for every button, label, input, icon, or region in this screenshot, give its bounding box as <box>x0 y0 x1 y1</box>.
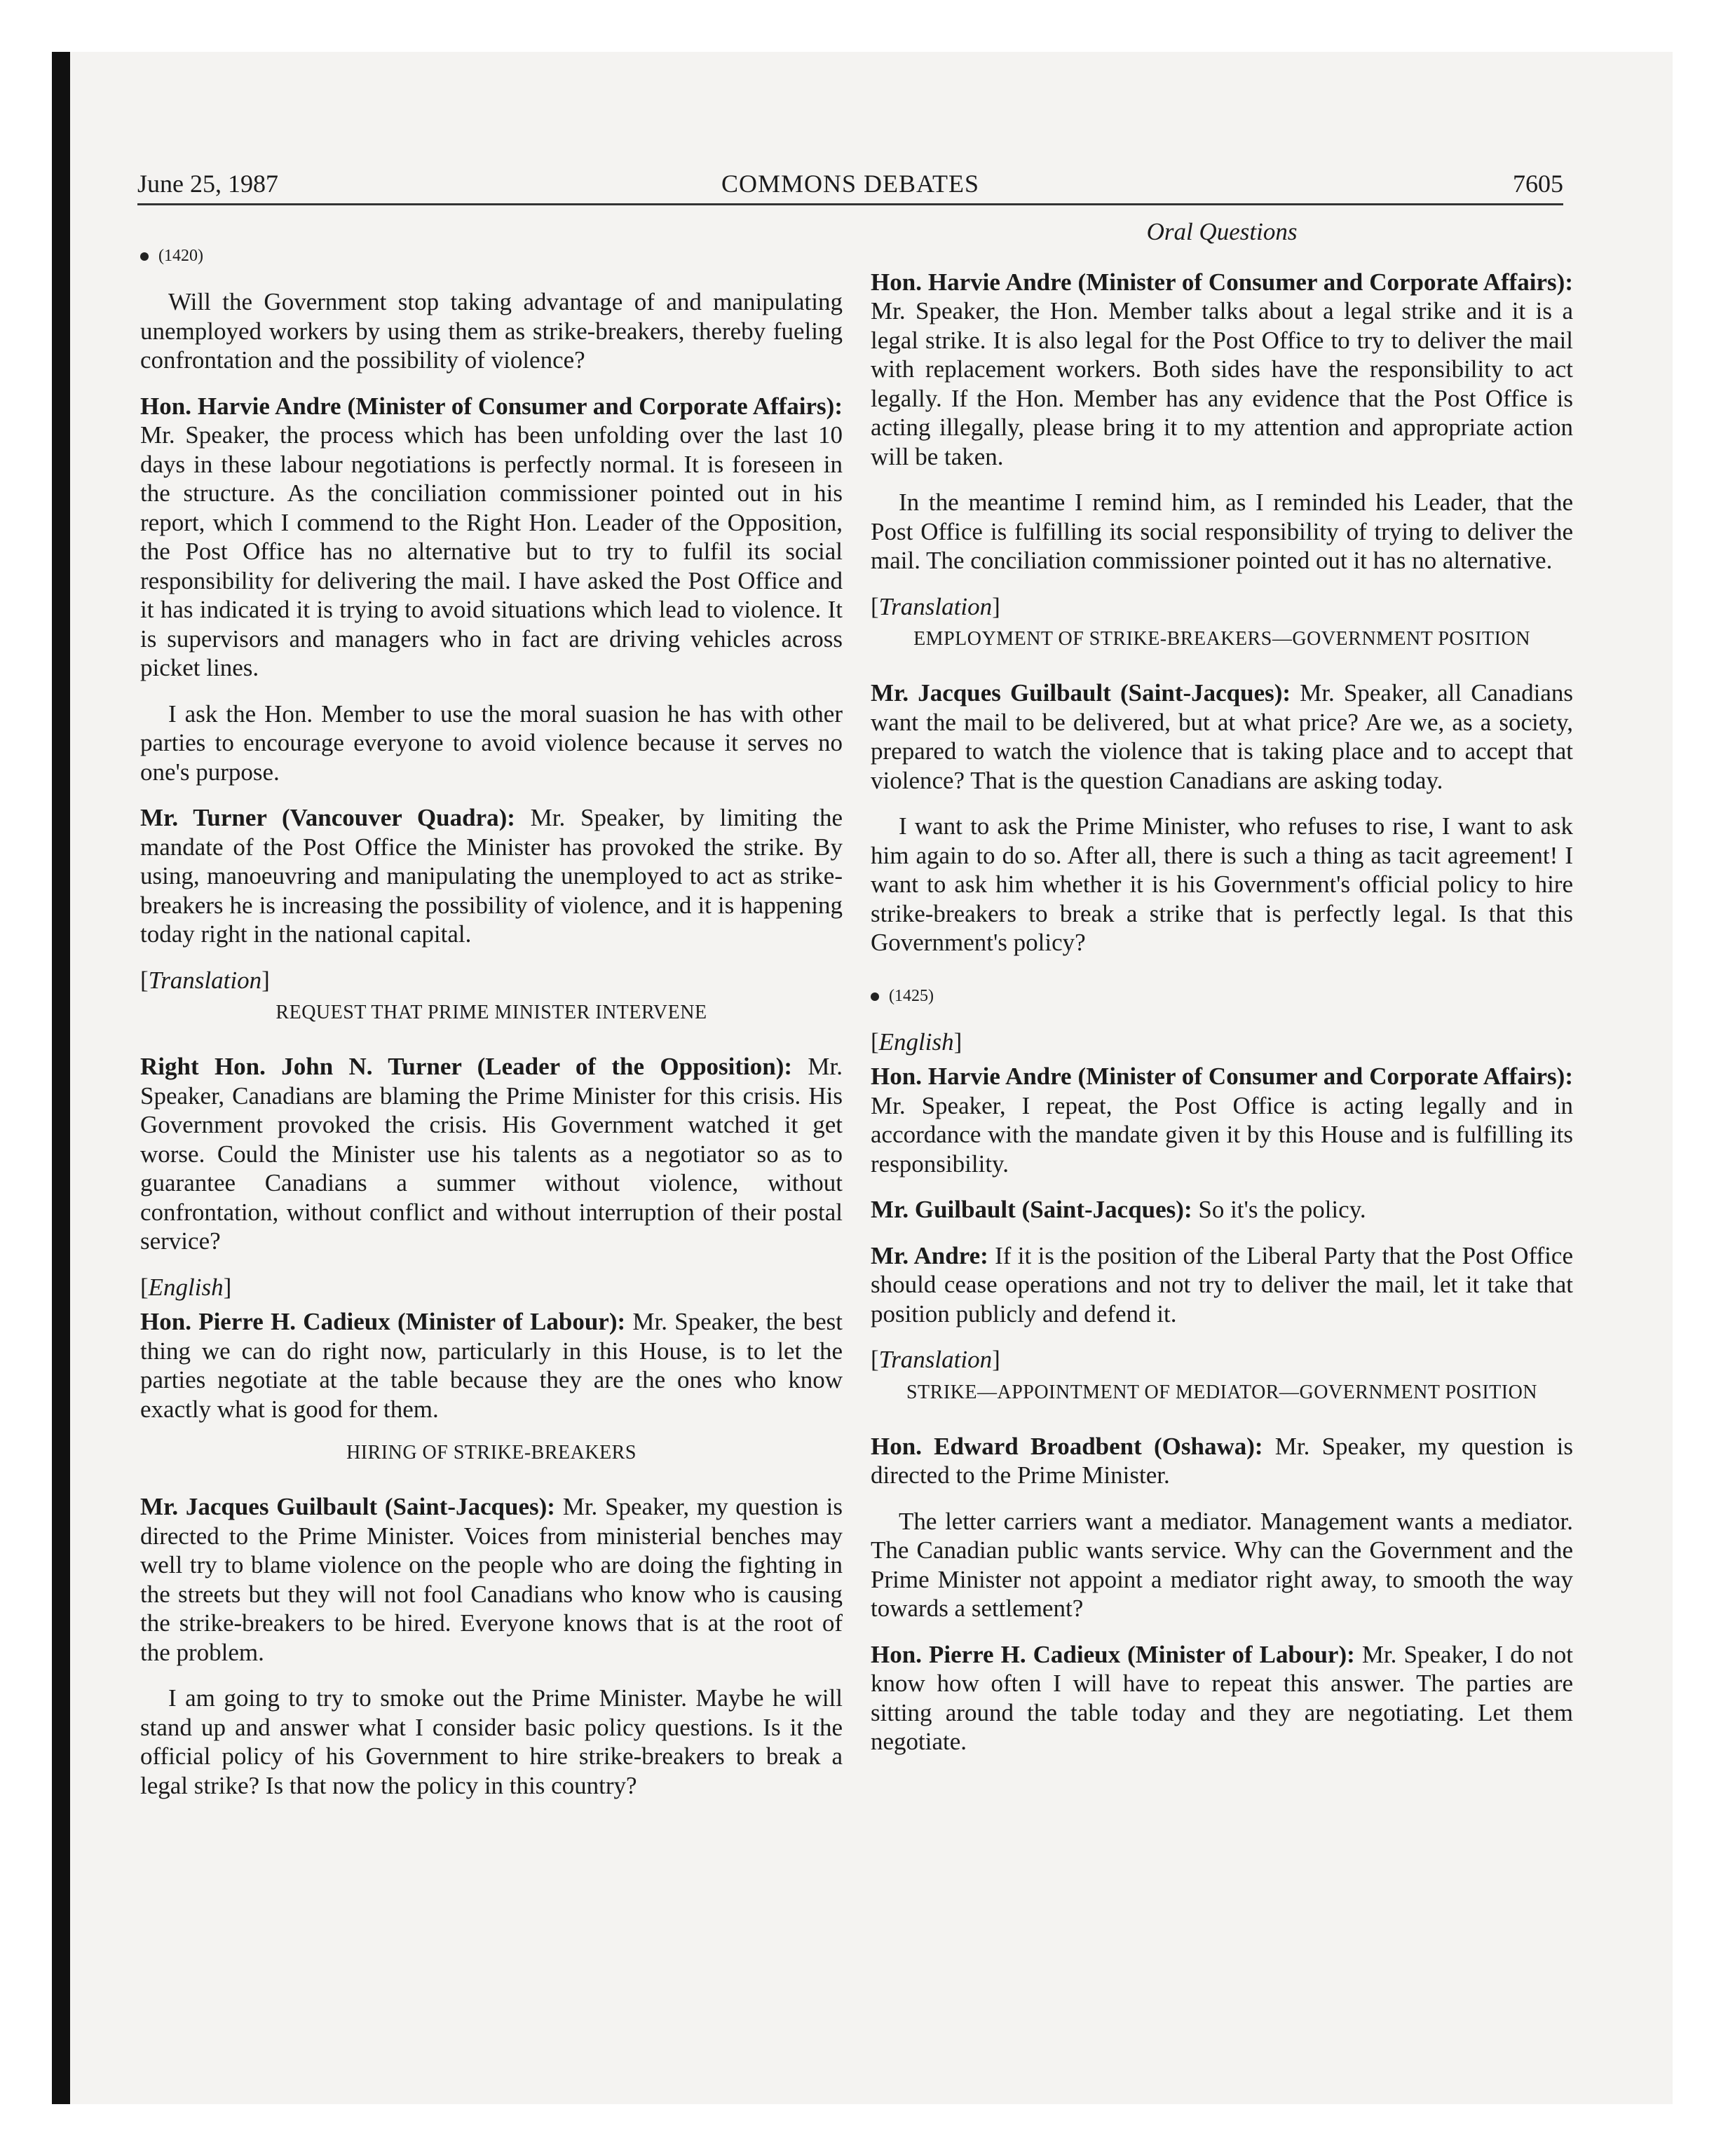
speech-text: Mr. Speaker, the Hon. Member talks about a legal strike and it is a legal strike. It is also legal for the Post Office to try to deliver the mail with replacement workers. Both sides have the responsibility to act legally. If the Hon. Member has any evidence that the Post Office is acting illegally, please bring it to my attention and appropriate action will be taken. <box>871 297 1573 470</box>
speech <box>871 1241 1573 1329</box>
time-marker: (1425) <box>871 985 1573 1007</box>
scan-edge <box>52 52 70 2104</box>
section-heading: EMPLOYMENT OF STRIKE-BREAKERS—GOVERNMENT POSITION <box>913 628 1530 650</box>
speaker-name: Mr. Jacques Guilbault (Saint-Jacques): <box>871 679 1291 707</box>
speech <box>140 1052 843 1256</box>
speech-text: Mr. Speaker, I repeat, the Post Office is acting legally and in accordance with the mandate given it by this House and is fulfilling its responsibility. <box>871 1091 1573 1178</box>
section-heading: HIRING OF STRIKE-BREAKERS <box>346 1442 637 1464</box>
speech-text: Mr. Speaker, all Canadians want the mail to be delivered, but at what price? Are we, as a society, prepared to watch the violence that is taking place and to accept that violence? That is the question Canadians are asking today. <box>871 679 1573 794</box>
paragraph: I want to ask the Prime Minister, who refuses to rise, I want to ask him again to do so. After all, there is such a thing as tacit agreement! I want to ask him whether it is his Government's official policy to hire strike-breakers to break a strike that is perfectly legal. Is that this Government's policy? <box>871 812 1573 956</box>
speaker-name: Hon. Harvie Andre (Minister of Consumer and Corporate Affairs): <box>871 1063 1573 1090</box>
speaker-name: Mr. Guilbault (Saint-Jacques): <box>871 1196 1192 1223</box>
speech-text: So it's the policy. <box>1192 1196 1366 1223</box>
speaker-name: Mr. Jacques Guilbault (Saint-Jacques): <box>140 1493 555 1520</box>
speech <box>140 392 843 683</box>
speaker-name: Mr. Andre: <box>871 1241 988 1269</box>
speech-text: Mr. Speaker, my question is directed to the Prime Minister. <box>871 1432 1573 1489</box>
paragraph: Will the Government stop taking advantage of and manipulating unemployed workers by using them as strike-breakers, thereby fueling confrontation and the possibility of violence? <box>140 288 843 374</box>
header-title: COMMONS DEBATES <box>721 170 980 198</box>
speech <box>871 1432 1573 1490</box>
speech-text: Mr. Speaker, my question is directed to the Prime Minister. Voices from ministerial benches may well try to blame violence on the people who are doing the fighting in the streets but they will not fool Canadians who know who is causing the strike-breakers to be hired. Everyone knows that is at the root of the problem. <box>140 1493 843 1666</box>
speech <box>140 1492 843 1667</box>
speech <box>871 1195 1573 1224</box>
speech-text: If it is the position of the Liberal Party that the Post Office should cease operations and not try to deliver the mail, let it take that position publicly and defend it. <box>871 1241 1573 1328</box>
speaker-name: Hon. Pierre H. Cadieux (Minister of Labour): <box>871 1640 1355 1668</box>
speech-text: Mr. Speaker, Canadians are blaming the Prime Minister for this crisis. His Government provoked the crisis. His Government watched it get worse. Could the Minister use his talents as a negotiator so as to guarantee Canadians a summer without violence, without confrontation, without conflict and without interruption of their postal service? <box>140 1053 843 1255</box>
language-note: [English] <box>140 1273 232 1301</box>
language-note: [Translation] <box>871 1346 1000 1373</box>
bullet-icon <box>140 252 149 261</box>
speaker-name: Mr. Turner (Vancouver Quadra): <box>140 804 515 831</box>
running-head: Oral Questions <box>1146 218 1298 245</box>
paragraph: I ask the Hon. Member to use the moral suasion he has with other parties to encourage everyone to avoid violence because it serves no one's purpose. <box>140 700 843 786</box>
speech <box>140 803 843 949</box>
bullet-icon <box>871 992 879 1001</box>
speaker-name: Hon. Edward Broadbent (Oshawa): <box>871 1432 1263 1460</box>
language-note: [Translation] <box>140 966 270 994</box>
speaker-name: Hon. Harvie Andre (Minister of Consumer and Corporate Affairs): <box>140 392 843 420</box>
page-header <box>137 168 1563 205</box>
paragraph: I am going to try to smoke out the Prime Minister. Maybe he will stand up and answer what I consider basic policy questions. Is it the official policy of his Government to hire strike-breakers to break a legal strike? Is that now the policy in this country? <box>140 1684 843 1799</box>
speech <box>871 1640 1573 1756</box>
speech-text: Mr. Speaker, I do not know how often I will have to repeat this answer. The parties are sitting around the table today and they are negotiating. Let them negotiate. <box>871 1640 1573 1755</box>
speaker-name: Hon. Pierre H. Cadieux (Minister of Labour): <box>140 1308 626 1335</box>
speaker-name: Right Hon. John N. Turner (Leader of the Opposition): <box>140 1053 793 1080</box>
left-column <box>140 217 843 1817</box>
paragraph: In the meantime I remind him, as I reminded his Leader, that the Post Office is fulfilling its social responsibility of trying to deliver the mail. The conciliation commissioner pointed out it has no alternative. <box>871 489 1573 574</box>
section-heading: REQUEST THAT PRIME MINISTER INTERVENE <box>275 1002 707 1023</box>
section-heading: STRIKE—APPOINTMENT OF MEDIATOR—GOVERNMENT POSITION <box>906 1381 1538 1403</box>
right-column <box>871 217 1573 1773</box>
speech-text: Mr. Speaker, by limiting the mandate of the Post Office the Minister has provoked the strike. By using, manoeuvring and manipulating the unemployed to act as strike-breakers he is increasing the possibility of violence, and it is happening today right in the national capital. <box>140 804 843 948</box>
speech <box>871 678 1573 795</box>
speech-text: Mr. Speaker, the best thing we can do right now, particularly in this House, is to let the parties negotiate at the table because they are the ones who know exactly what is good for them. <box>140 1308 843 1423</box>
paragraph: The letter carriers want a mediator. Management wants a mediator. The Canadian public wants service. Why can the Government and the Prime Minister not appoint a mediator right away, to smooth the way towards a settlement? <box>871 1507 1573 1622</box>
speech-text: Mr. Speaker, the process which has been unfolding over the last 10 days in these labour negotiations is perfectly normal. It is foreseen in the structure. As the conciliation commissioner pointed out in his report, which I commend to the Right Hon. Leader of the Opposition, the Post Office has no alternative but to try to fulfil its social responsibility for delivering the mail. I have asked the Post Office and it has indicated it is trying to avoid situations which lead to violence. It is supervisors and managers who in fact are driving vehicles across picket lines. <box>140 421 843 681</box>
header-date: June 25, 1987 <box>137 170 278 198</box>
speaker-name: Hon. Harvie Andre (Minister of Consumer and Corporate Affairs): <box>871 268 1573 296</box>
speech <box>871 1062 1573 1178</box>
speech <box>140 1307 843 1424</box>
language-note: [Translation] <box>871 592 1000 620</box>
language-note: [English] <box>871 1028 962 1056</box>
speech <box>871 268 1573 472</box>
page-number: 7605 <box>1513 170 1563 198</box>
time-marker: (1420) <box>140 245 843 266</box>
